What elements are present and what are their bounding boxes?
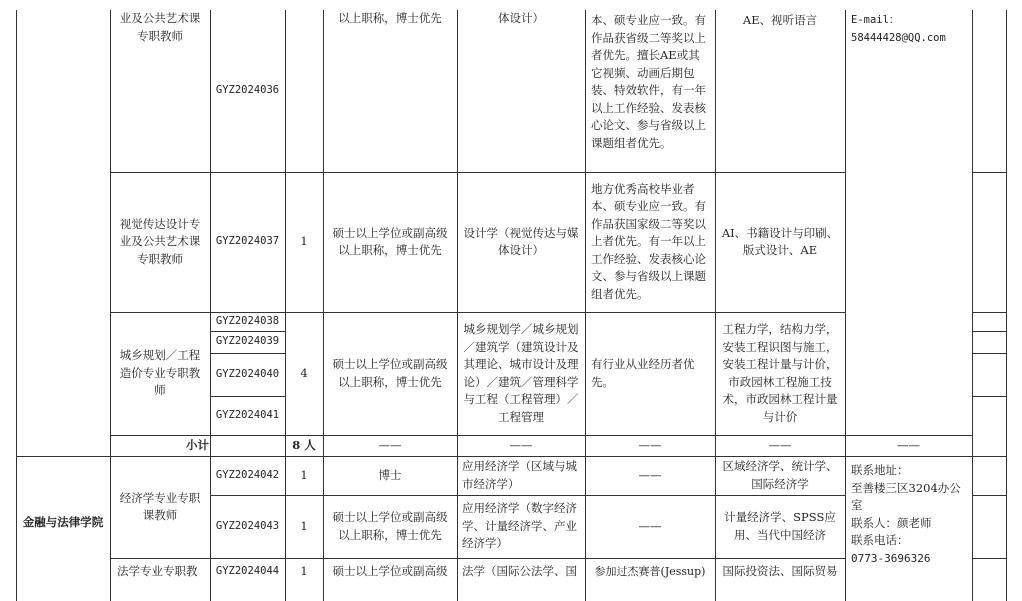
subtotal-count: 8 人 <box>292 437 316 452</box>
row-d-courses: 区域经济学、统计学、国际经济学 <box>722 459 838 491</box>
row-c-position: 城乡规划／工程造价专业专职教师 <box>119 348 201 398</box>
row-f-major: 法学（国际公法学、国 <box>462 564 577 579</box>
row-a-position <box>110 10 210 60</box>
row-f-qualification: 硕士以上学位或副高级 <box>332 564 448 579</box>
row-d-major: 应用经济学（区域与城市经济学） <box>462 459 577 491</box>
subtotal-dash-major: —— <box>509 437 533 452</box>
row-f-position: 法学专业专职教 <box>117 564 198 579</box>
subtotal-dash-contact: —— <box>897 437 920 452</box>
row-e-courses: 计量经济学、SPSS应用、当代中国经济 <box>724 510 836 542</box>
row-e-qualification: 硕士以上学位或副高级以上职称，博士优先 <box>332 510 448 542</box>
row-b-courses: AI、书籍设计与印刷、版式设计、AE <box>721 225 839 257</box>
row-e-code: GYZ2024043 <box>215 519 280 532</box>
row-b-count: 1 <box>300 234 308 249</box>
row-f-count: 1 <box>300 564 308 579</box>
subtotal-dash-courses: —— <box>768 437 792 452</box>
row-e-requirements: —— <box>638 518 662 533</box>
contact-a <box>845 12 972 72</box>
subtotal-dash-qualification: —— <box>378 437 402 452</box>
row-d-count: 1 <box>300 467 308 482</box>
row-d-requirements: —— <box>638 467 662 482</box>
row-c-code-1: GYZ2024038 <box>215 314 280 327</box>
row-e-major: 应用经济学（数字经济学、计量经济学、产业经济学） <box>462 501 577 551</box>
address-label: 联系地址： <box>851 463 909 477</box>
row-f-code: GYZ2024044 <box>215 565 280 578</box>
college-name: 金融与法律学院 <box>22 515 104 530</box>
row-a-major: 体设计） <box>498 11 544 25</box>
row-f-courses: 国际投资法、国际贸易 <box>722 564 838 579</box>
row-c-courses: 工程力学，结构力学，安装工程识图与施工，安装工程计量与计价，市政园林工程施工技术，市政园林工程计量与计价 <box>722 322 838 424</box>
row-a-courses: AE、视听语言 <box>742 13 818 27</box>
row-e-count: 1 <box>300 518 308 533</box>
phone-value: 0773-3696326 <box>851 551 931 565</box>
subtotal-label: 小计 <box>186 437 209 452</box>
row-d-qualification: 博士 <box>378 467 402 482</box>
row-c-count: 4 <box>300 365 308 380</box>
email-value: 58444428@QQ.com <box>851 31 946 44</box>
row-c-major: 城乡规划学／城乡规划／建筑学（建筑设计及其理论、城市设计及理论）／建筑／管理科学与工程（工程管理）／工程管理 <box>463 322 579 424</box>
row-c-requirements: 有行业从业经历者优先。 <box>591 357 695 389</box>
row-b-requirements: 地方优秀高校毕业者本、硕专业应一致。有作品获国家级二等奖以上者优先。有一年以上工作经验、发表核心论文、参与省级以上课题组者优先。 <box>591 181 706 301</box>
contact-person: 联系人：颜老师 <box>851 515 932 530</box>
contact-b <box>845 462 972 587</box>
row-a-qualification: 以上职称，博士优先 <box>338 11 442 25</box>
row-b-qualification: 硕士以上学位或副高级以上职称，博士优先 <box>332 225 448 257</box>
row-a-code: GYZ2024036 <box>215 84 280 97</box>
row-c-code-2: GYZ2024039 <box>215 335 280 348</box>
row-b-position: 视觉传达设计专业及公共艺术课专职教师 <box>119 216 201 266</box>
row-a-requirements: 本、硕专业应一致。有作品获省级二等奖以上者优先。擅长AE或其它视频、动画后期包装、特效软件，有一年以上工作经验、发表核心论文、参与省级以上课题组者优先。 <box>591 13 706 150</box>
row-b-code: GYZ2024037 <box>215 235 280 248</box>
row-d-code: GYZ2024042 <box>215 468 280 481</box>
row-f-requirements: 参加过杰赛普(Jessup) <box>594 565 706 579</box>
email-label: E-mail： <box>851 14 900 26</box>
row-b-major: 设计学（视觉传达与媒体设计） <box>463 225 579 257</box>
row-a-position-text: 业及公共艺术课专职教师 <box>119 11 201 43</box>
row-c-code-4: GYZ2024041 <box>215 408 280 421</box>
row-d-position: 经济学专业专职课教师 <box>119 490 201 522</box>
row-c-code-3: GYZ2024040 <box>215 367 280 380</box>
subtotal-dash-requirements: —— <box>638 437 662 452</box>
address-value: 至善楼三区3204办公室 <box>851 480 961 512</box>
row-c-qualification: 硕士以上学位或副高级以上职称，博士优先 <box>332 357 448 389</box>
phone-label: 联系电话： <box>851 533 909 547</box>
